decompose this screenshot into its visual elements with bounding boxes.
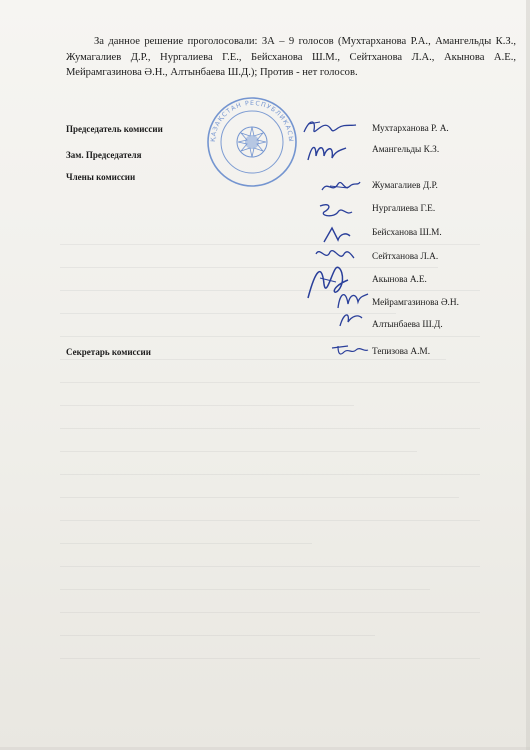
signatory-name: Тепизова А.М. xyxy=(372,347,431,357)
signatory-name: Сейтханова Л.А. xyxy=(372,252,439,262)
signatory-name: Акынова А.Е. xyxy=(372,275,427,285)
signature-deputy xyxy=(304,140,350,166)
signature-member xyxy=(320,224,354,246)
signatory-name: Мухтарханова Р. А. xyxy=(372,124,449,134)
signature-secretary xyxy=(328,340,370,360)
signatory-name: Жумагалиев Д.Р. xyxy=(372,181,438,191)
signatory-name: Бейсханова Ш.М. xyxy=(372,228,442,238)
role-chair: Председатель комиссии xyxy=(66,124,163,134)
signatory-name: Алтынбаева Ш.Д. xyxy=(372,320,443,330)
role-secretary: Секретарь комиссии xyxy=(66,347,151,357)
signature-chair xyxy=(300,116,360,140)
role-deputy: Зам. Председателя xyxy=(66,150,142,160)
official-stamp xyxy=(206,96,298,188)
signature-member xyxy=(336,308,366,330)
svg-text:ҚАЗАҚСТАН РЕСПУБЛИКАСЫ: ҚАЗАҚСТАН РЕСПУБЛИКАСЫ xyxy=(209,99,295,143)
signatory-name: Амангельды К.З. xyxy=(372,145,440,155)
stamp-emblem-icon xyxy=(237,127,267,157)
scan-edge xyxy=(526,0,530,750)
signatory-name: Нургалиева Г.Е. xyxy=(372,204,436,214)
vote-result-paragraph: За данное решение проголосовали: ЗА – 9 голосов (Мухтарханова Р.А., Амангельды К.З., Жумагалиев Д.Р., Нургалиева Г.Е., Бейсханова Ш.М., Сейтханова Л.А., Акынова А.Е., Мейрамгазинова Ә.Н., Алтынбаева Ш.Д.); Против - нет голосов. xyxy=(66,36,516,78)
signature-member xyxy=(318,176,362,198)
role-members: Члены комиссии xyxy=(66,172,136,182)
signatory-name: Мейрамгазинова Ә.Н. xyxy=(372,298,459,308)
signature-member xyxy=(316,200,356,222)
